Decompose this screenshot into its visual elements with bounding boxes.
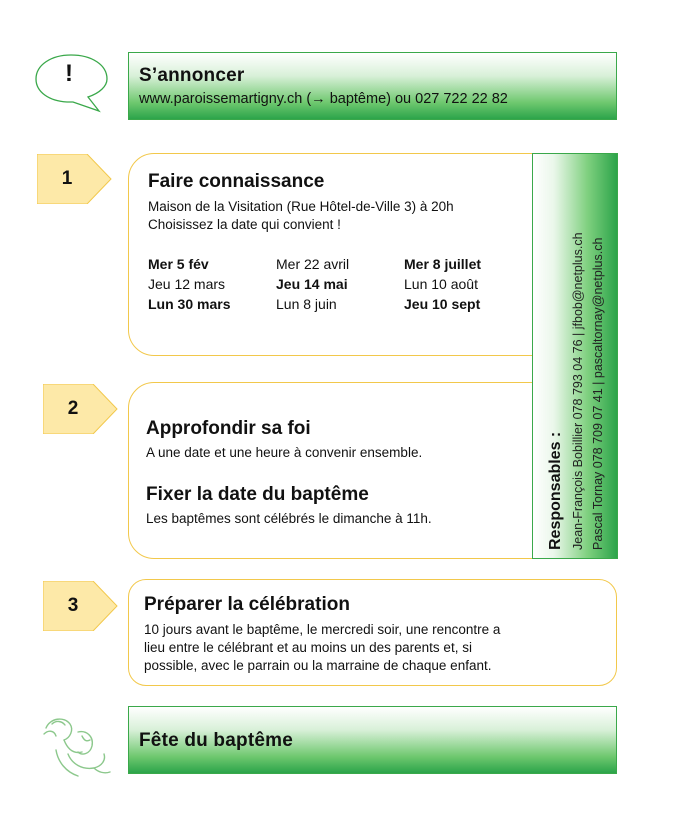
step-2-box <box>128 382 558 559</box>
date-item: Mer 8 juillet <box>404 256 482 272</box>
step-1-title: Faire connaissance <box>148 171 325 192</box>
announce-contact: www.paroissemartigny.ch (→ baptême) ou 027 722 22 82 <box>139 91 508 107</box>
date-item: Mer 5 fév <box>148 256 209 272</box>
date-item: Lun 30 mars <box>148 296 231 312</box>
step-2-number: 2 <box>67 398 79 419</box>
dates-column-3 <box>404 254 481 314</box>
announce-title: S’annoncer <box>139 65 245 86</box>
step-1-instruction: Choisissez la date qui convient ! <box>148 217 341 232</box>
celebration-banner <box>128 706 617 774</box>
date-item: Lun 10 août <box>404 276 478 292</box>
responsable-contact-1: Jean-François Bobillier 078 793 04 76 | jfbob@netplus.ch <box>571 232 585 550</box>
date-item: Jeu 14 mai <box>276 276 348 292</box>
dates-column-1 <box>148 254 230 314</box>
date-item: Jeu 12 mars <box>148 276 226 292</box>
date-item: Jeu 10 sept <box>404 296 481 312</box>
exclamation-mark: ! <box>65 60 73 87</box>
responsables-title: Responsables : <box>547 431 564 550</box>
date-item: Mer 22 avril <box>276 256 350 272</box>
celebration-title: Fête du baptême <box>139 730 293 751</box>
date-item: Lun 8 juin <box>276 296 337 312</box>
step-1-number: 1 <box>61 168 73 189</box>
step-2-subtext: Les baptêmes sont célébrés le dimanche à 11h. <box>146 511 432 526</box>
step-3-line: possible, avec le parrain ou la marraine de chaque enfant. <box>144 658 492 673</box>
announce-banner <box>128 52 617 120</box>
step-2-title: Approfondir sa foi <box>146 418 311 439</box>
parent-child-sketch-icon <box>38 710 118 780</box>
step-3-line: 10 jours avant le baptême, le mercredi soir, une rencontre a <box>144 622 501 637</box>
step-3-line: lieu entre le célébrant et au moins un des parents et, si <box>144 640 472 655</box>
responsable-contact-2: Pascal Tornay 078 709 07 41 | pascaltornay@netplus.ch <box>591 237 605 550</box>
step-2-subtitle: Fixer la date du baptême <box>146 484 369 505</box>
step-1-location: Maison de la Visitation (Rue Hôtel-de-Ville 3) à 20h <box>148 199 454 214</box>
dates-column-2 <box>276 254 349 314</box>
step-3-title: Préparer la célébration <box>144 594 350 615</box>
step-2-text: A une date et une heure à convenir ensemble. <box>146 445 423 460</box>
responsables-panel <box>532 153 618 559</box>
step-3-number: 3 <box>67 595 79 616</box>
